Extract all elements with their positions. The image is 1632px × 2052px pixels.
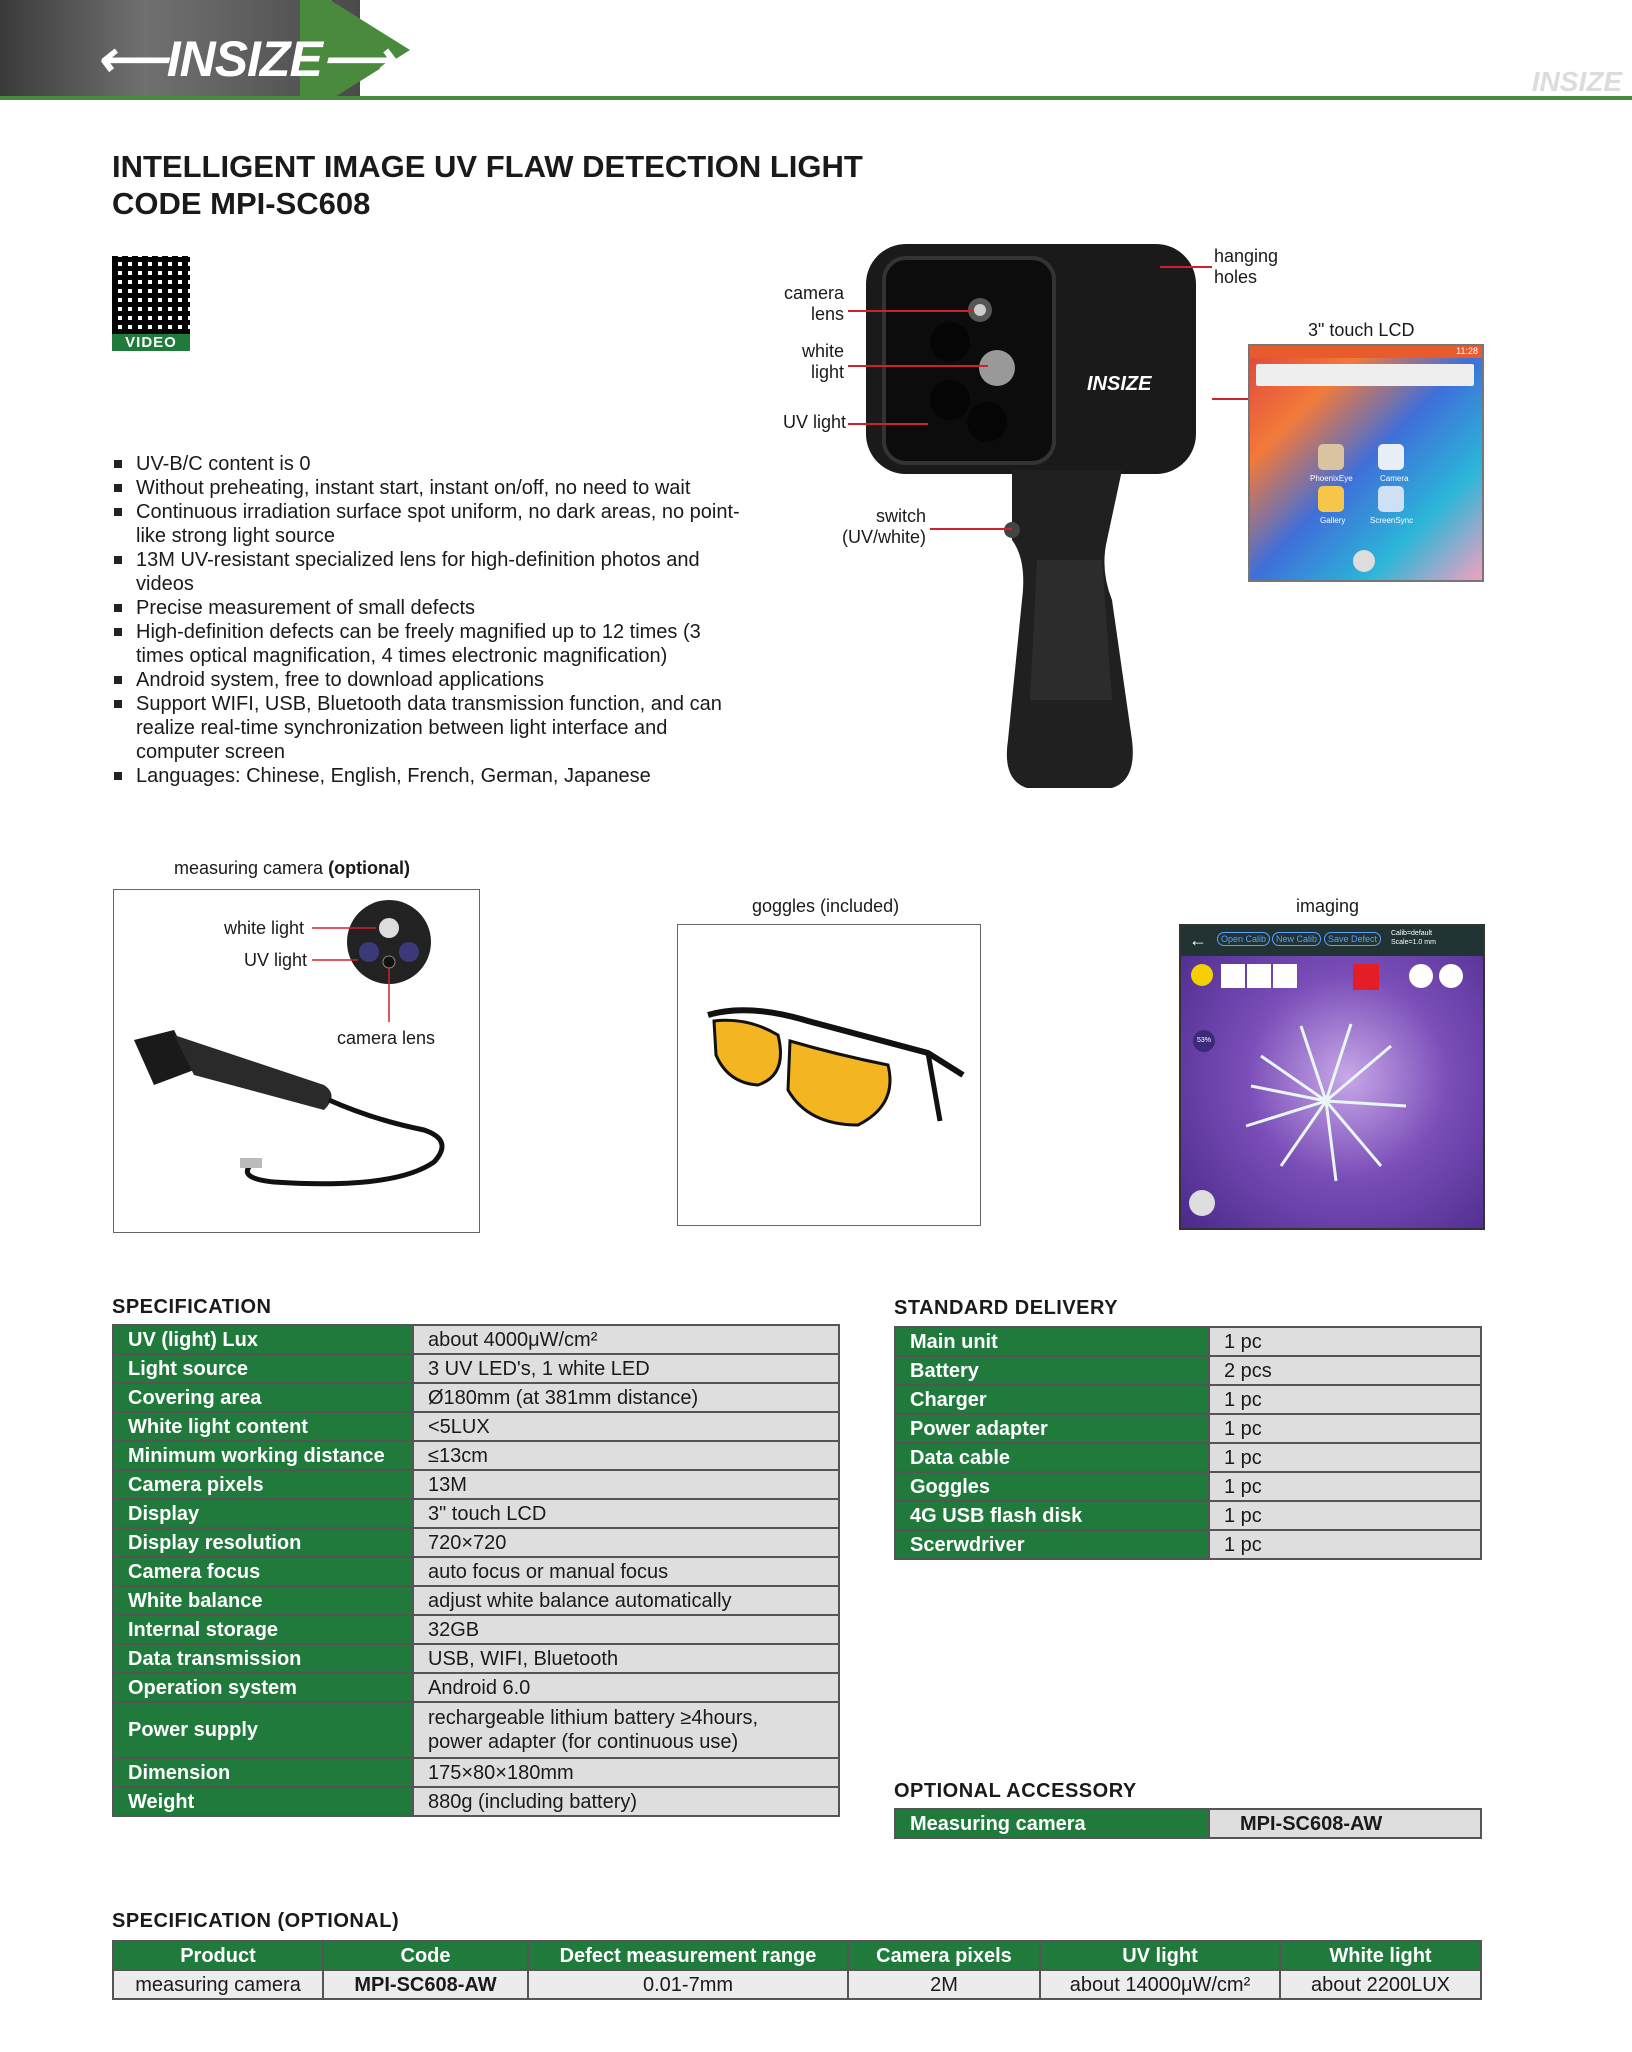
spec-key: Dimension bbox=[113, 1758, 413, 1787]
measuring-camera-caption: measuring camera (optional) bbox=[174, 858, 411, 878]
callout-switch: switch (UV/white) bbox=[841, 506, 926, 547]
table-cell: MPI-SC608-AW bbox=[323, 1970, 528, 1999]
spec-value: 32GB bbox=[413, 1615, 839, 1644]
table-cell: about 2200LUX bbox=[1280, 1970, 1481, 1999]
delivery-qty: 2 pcs bbox=[1209, 1356, 1481, 1385]
gallery-app-icon bbox=[1318, 486, 1344, 512]
optional-accessory-heading: OPTIONAL ACCESSORY bbox=[894, 1780, 1137, 1802]
table-row bbox=[113, 1325, 839, 1354]
table-row bbox=[895, 1530, 1481, 1559]
save-defect-button[interactable]: Save Defect bbox=[1324, 932, 1381, 946]
table-row bbox=[113, 1758, 839, 1787]
column-header: White light bbox=[1280, 1941, 1481, 1970]
delivery-item: Data cable bbox=[895, 1443, 1209, 1472]
column-header: Defect measurement range bbox=[528, 1941, 848, 1970]
accessory-code: MPI-SC608-AW bbox=[1209, 1809, 1481, 1838]
table-row bbox=[113, 1499, 839, 1528]
spec-key: Camera pixels bbox=[113, 1470, 413, 1499]
app-drawer-icon bbox=[1353, 550, 1375, 572]
list-item: Precise measurement of small defects bbox=[112, 596, 752, 620]
spec-optional-table bbox=[112, 1940, 1482, 2000]
delivery-qty: 1 pc bbox=[1209, 1414, 1481, 1443]
optional-accessory-table bbox=[894, 1808, 1482, 1839]
open-calib-button[interactable]: Open Calib bbox=[1217, 932, 1270, 946]
undo-icon[interactable] bbox=[1409, 964, 1433, 988]
spec-value: about 4000μW/cm² bbox=[413, 1325, 839, 1354]
delivery-qty: 1 pc bbox=[1209, 1385, 1481, 1414]
table-row bbox=[113, 1354, 839, 1383]
back-arrow-icon[interactable]: ← bbox=[1189, 930, 1207, 950]
goggles-image bbox=[678, 925, 980, 1225]
accessory-name: Measuring camera bbox=[895, 1809, 1209, 1838]
measuring-camera-image-box bbox=[113, 889, 480, 1233]
table-cell: measuring camera bbox=[113, 1970, 323, 1999]
column-header: Product bbox=[113, 1941, 323, 1970]
standard-delivery-heading: STANDARD DELIVERY bbox=[894, 1297, 1119, 1319]
spec-value: ≤13cm bbox=[413, 1441, 839, 1470]
delivery-qty: 1 pc bbox=[1209, 1501, 1481, 1530]
callout-line bbox=[1160, 266, 1212, 268]
callout-line bbox=[848, 365, 988, 367]
delivery-item: 4G USB flash disk bbox=[895, 1501, 1209, 1530]
list-item: Continuous irradiation surface spot uniform, no dark areas, no point-like strong light source bbox=[112, 500, 752, 548]
spec-value: 13M bbox=[413, 1470, 839, 1499]
screensync-app-icon bbox=[1378, 486, 1404, 512]
circle-tool-icon[interactable] bbox=[1247, 964, 1271, 988]
spec-key: White balance bbox=[113, 1586, 413, 1615]
callout-line bbox=[1212, 398, 1248, 400]
spec-value: 880g (including battery) bbox=[413, 1787, 839, 1816]
spec-value: 3" touch LCD bbox=[413, 1499, 839, 1528]
spec-value: <5LUX bbox=[413, 1412, 839, 1441]
table-row bbox=[895, 1385, 1481, 1414]
table-row bbox=[113, 1441, 839, 1470]
spec-value: auto focus or manual focus bbox=[413, 1557, 839, 1586]
callout-hanging-holes: hanging holes bbox=[1214, 246, 1279, 287]
spec-key: Internal storage bbox=[113, 1615, 413, 1644]
delivery-item: Scerwdriver bbox=[895, 1530, 1209, 1559]
table-row bbox=[113, 1557, 839, 1586]
callout-line bbox=[930, 528, 1012, 530]
camera-app-icon bbox=[1378, 444, 1404, 470]
spec-optional-heading: SPECIFICATION (OPTIONAL) bbox=[112, 1910, 400, 1932]
list-item: 13M UV-resistant specialized lens for high-definition photos and videos bbox=[112, 548, 752, 596]
list-item: Languages: Chinese, English, French, German, Japanese bbox=[112, 764, 752, 788]
spec-value: 720×720 bbox=[413, 1528, 839, 1557]
spec-value: adjust white balance automatically bbox=[413, 1586, 839, 1615]
spec-value: USB, WIFI, Bluetooth bbox=[413, 1644, 839, 1673]
touch-lcd-screen-image bbox=[1248, 344, 1484, 582]
table-header-row bbox=[113, 1941, 1481, 1970]
table-row bbox=[895, 1327, 1481, 1356]
table-row bbox=[895, 1443, 1481, 1472]
spec-key: Weight bbox=[113, 1787, 413, 1816]
spec-key: UV (light) Lux bbox=[113, 1325, 413, 1354]
spec-key: Display resolution bbox=[113, 1528, 413, 1557]
callout-camera-lens: camera lens bbox=[783, 283, 844, 324]
zoom-badge: 53% bbox=[1193, 1030, 1215, 1052]
spec-value: 3 UV LED's, 1 white LED bbox=[413, 1354, 839, 1383]
line-tool-icon[interactable] bbox=[1221, 964, 1245, 988]
lcd-app-label: ScreenSync bbox=[1370, 516, 1414, 525]
table-row bbox=[113, 1787, 839, 1816]
delivery-item: Battery bbox=[895, 1356, 1209, 1385]
table-row bbox=[113, 1528, 839, 1557]
table-row bbox=[113, 1586, 839, 1615]
lcd-time: 11:28 bbox=[1456, 346, 1478, 356]
title-line-2: CODE MPI-SC608 bbox=[112, 186, 371, 221]
delivery-qty: 1 pc bbox=[1209, 1443, 1481, 1472]
spec-key: Minimum working distance bbox=[113, 1441, 413, 1470]
callout-uv-light: UV light bbox=[782, 412, 846, 432]
table-row bbox=[895, 1414, 1481, 1443]
lcd-app-label: PhoenixEye bbox=[1310, 474, 1353, 483]
move-tool-icon[interactable] bbox=[1191, 964, 1213, 986]
spec-key: Operation system bbox=[113, 1673, 413, 1702]
standard-delivery-table bbox=[894, 1326, 1482, 1560]
phoenixeye-app-icon bbox=[1318, 444, 1344, 470]
table-row bbox=[113, 1383, 839, 1412]
column-header: Camera pixels bbox=[848, 1941, 1040, 1970]
new-calib-button[interactable]: New Calib bbox=[1272, 932, 1321, 946]
spec-value: Android 6.0 bbox=[413, 1673, 839, 1702]
goggles-image-box bbox=[677, 924, 981, 1226]
specification-table bbox=[112, 1324, 840, 1817]
fullscreen-icon[interactable] bbox=[1189, 1190, 1215, 1216]
specification-heading: SPECIFICATION bbox=[112, 1296, 272, 1318]
table-row bbox=[113, 1644, 839, 1673]
header-rule bbox=[0, 96, 1632, 100]
erase-icon[interactable] bbox=[1439, 964, 1463, 988]
spec-value: Ø180mm (at 381mm distance) bbox=[413, 1383, 839, 1412]
table-row bbox=[113, 1673, 839, 1702]
callout-white-light: white light bbox=[801, 341, 844, 382]
delivery-item: Main unit bbox=[895, 1327, 1209, 1356]
spec-key: Covering area bbox=[113, 1383, 413, 1412]
mc-white-light-label: white light bbox=[224, 918, 305, 938]
calib-info: Calib=default Scale=1.0 mm bbox=[1391, 930, 1436, 946]
spec-key: Display bbox=[113, 1499, 413, 1528]
table-row bbox=[113, 1470, 839, 1499]
lcd-search-bar bbox=[1256, 364, 1474, 386]
color-picker-icon[interactable] bbox=[1353, 964, 1379, 990]
callout-line bbox=[848, 310, 973, 312]
goggles-caption: goggles (included) bbox=[752, 896, 900, 916]
list-item: Without preheating, instant start, instant on/off, no need to wait bbox=[112, 476, 752, 500]
table-cell: about 14000μW/cm² bbox=[1040, 1970, 1280, 1999]
imaging-caption: imaging bbox=[1296, 896, 1360, 916]
column-header: Code bbox=[323, 1941, 528, 1970]
spec-key: Camera focus bbox=[113, 1557, 413, 1586]
delivery-qty: 1 pc bbox=[1209, 1327, 1481, 1356]
lcd-app-label: Camera bbox=[1380, 474, 1409, 483]
mc-uv-light-label: UV light bbox=[244, 950, 308, 970]
mc-camera-lens-label: camera lens bbox=[337, 1028, 436, 1048]
qr-code-icon[interactable] bbox=[112, 256, 190, 334]
feature-list bbox=[112, 452, 752, 788]
crack-defect-image bbox=[1241, 1016, 1411, 1186]
delivery-item: Power adapter bbox=[895, 1414, 1209, 1443]
table-row bbox=[895, 1356, 1481, 1385]
page-title bbox=[112, 148, 863, 222]
callout-lcd: 3" touch LCD bbox=[1308, 320, 1415, 340]
svg-text:INSIZE: INSIZE bbox=[1087, 373, 1152, 395]
brand-logo-small: INSIZE bbox=[1531, 66, 1622, 97]
spec-key: White light content bbox=[113, 1412, 413, 1441]
lcd-app-label: Gallery bbox=[1320, 516, 1346, 525]
delivery-qty: 1 pc bbox=[1209, 1530, 1481, 1559]
spec-key: Data transmission bbox=[113, 1644, 413, 1673]
table-cell: 2M bbox=[848, 1970, 1040, 1999]
table-row bbox=[113, 1412, 839, 1441]
delivery-item: Charger bbox=[895, 1385, 1209, 1414]
table-row bbox=[895, 1472, 1481, 1501]
title-line-1: INTELLIGENT IMAGE UV FLAW DETECTION LIGHT bbox=[112, 149, 863, 184]
list-item: High-definition defects can be freely magnified up to 12 times (3 times optical magnification, 4 times electronic magnification) bbox=[112, 620, 752, 668]
table-row bbox=[895, 1501, 1481, 1530]
callout-line bbox=[848, 423, 928, 425]
rectangle-tool-icon[interactable] bbox=[1273, 964, 1297, 988]
table-row bbox=[113, 1970, 1481, 1999]
spec-value: rechargeable lithium battery ≥4hours, power adapter (for continuous use) bbox=[413, 1702, 839, 1758]
delivery-qty: 1 pc bbox=[1209, 1472, 1481, 1501]
lcd-status-bar bbox=[1250, 346, 1482, 358]
qr-video-label: VIDEO bbox=[112, 334, 190, 351]
column-header: UV light bbox=[1040, 1941, 1280, 1970]
delivery-item: Goggles bbox=[895, 1472, 1209, 1501]
spec-value: 175×80×180mm bbox=[413, 1758, 839, 1787]
list-item: UV-B/C content is 0 bbox=[112, 452, 752, 476]
spec-key: Light source bbox=[113, 1354, 413, 1383]
spec-key: Power supply bbox=[113, 1702, 413, 1758]
brand-logo: ⟵INSIZE⟶ bbox=[96, 31, 393, 87]
table-row bbox=[113, 1615, 839, 1644]
list-item: Android system, free to download applications bbox=[112, 668, 752, 692]
measuring-camera-image bbox=[114, 890, 479, 1232]
list-item: Support WIFI, USB, Bluetooth data transmission function, and can realize real-time synchronization between light interface and computer screen bbox=[112, 692, 752, 764]
table-row bbox=[113, 1702, 839, 1758]
table-cell: 0.01-7mm bbox=[528, 1970, 848, 1999]
imaging-toolbar bbox=[1181, 926, 1483, 956]
table-row bbox=[895, 1809, 1481, 1838]
imaging-screen-image bbox=[1179, 924, 1485, 1230]
